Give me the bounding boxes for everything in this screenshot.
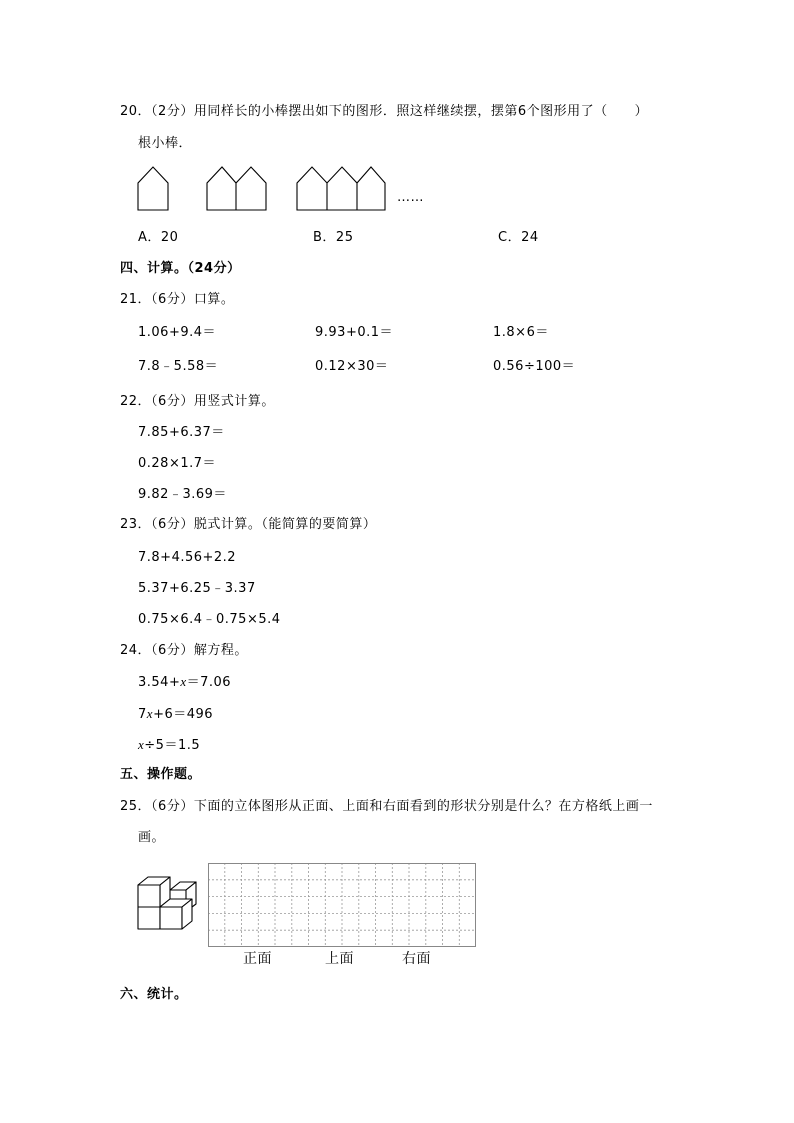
q21-item-4: 7.8﹣5.58＝ [138, 359, 219, 374]
q21-title: 21．（6分）口算。 [120, 292, 235, 307]
section-4-heading: 四、计算。（24分） [120, 261, 241, 276]
q20-option-a: A．20 [138, 230, 179, 245]
q25-stem-cont: 画。 [138, 830, 166, 845]
q20-stem-cont: 根小棒． [138, 136, 193, 151]
q24-title: 24．（6分）解方程。 [120, 643, 248, 658]
grid-paper[interactable] [208, 863, 476, 948]
q24-equation-1: 3.54+x＝7.06 [138, 674, 232, 690]
q21-item-5: 0.12×30＝ [315, 359, 389, 374]
q21-item-6: 0.56÷100＝ [493, 359, 576, 374]
q20-stem: 20．（2分）用同样长的小棒摆出如下的图形．照这样继续摆，摆第6个图形用了（ ） [120, 104, 649, 119]
q22-item-3: 9.82﹣3.69＝ [138, 487, 227, 502]
q20-option-b: B．25 [313, 230, 354, 245]
label-top-view: 上面 [325, 952, 354, 967]
label-front-view: 正面 [243, 952, 272, 967]
q21-item-3: 1.8×6＝ [493, 325, 549, 340]
q22-item-2: 0.28×1.7＝ [138, 456, 217, 471]
q22-title: 22．（6分）用竖式计算。 [120, 394, 275, 409]
q23-item-1: 7.8+4.56+2.2 [138, 550, 237, 565]
label-right-view: 右面 [402, 952, 431, 967]
q22-item-1: 7.85+6.37＝ [138, 425, 225, 440]
section-5-heading: 五、操作题。 [120, 767, 202, 782]
q21-item-2: 9.93+0.1＝ [315, 325, 394, 340]
q20-ellipsis: …… [397, 190, 424, 205]
q21-item-1: 1.06+9.4＝ [138, 325, 217, 340]
q24-equation-3: x÷5＝1.5 [138, 737, 201, 753]
q25-stem: 25．（6分）下面的立体图形从正面、上面和右面看到的形状分别是什么？在方格纸上画一 [120, 799, 653, 814]
q23-title: 23．（6分）脱式计算。（能简算的要简算） [120, 517, 377, 532]
q20-option-c: C．24 [498, 230, 539, 245]
section-6-heading: 六、统计。 [120, 987, 188, 1002]
q23-item-2: 5.37+6.25﹣3.37 [138, 581, 256, 596]
q23-item-3: 0.75×6.4﹣0.75×5.4 [138, 612, 281, 627]
q24-equation-2: 7x+6＝496 [138, 706, 214, 722]
